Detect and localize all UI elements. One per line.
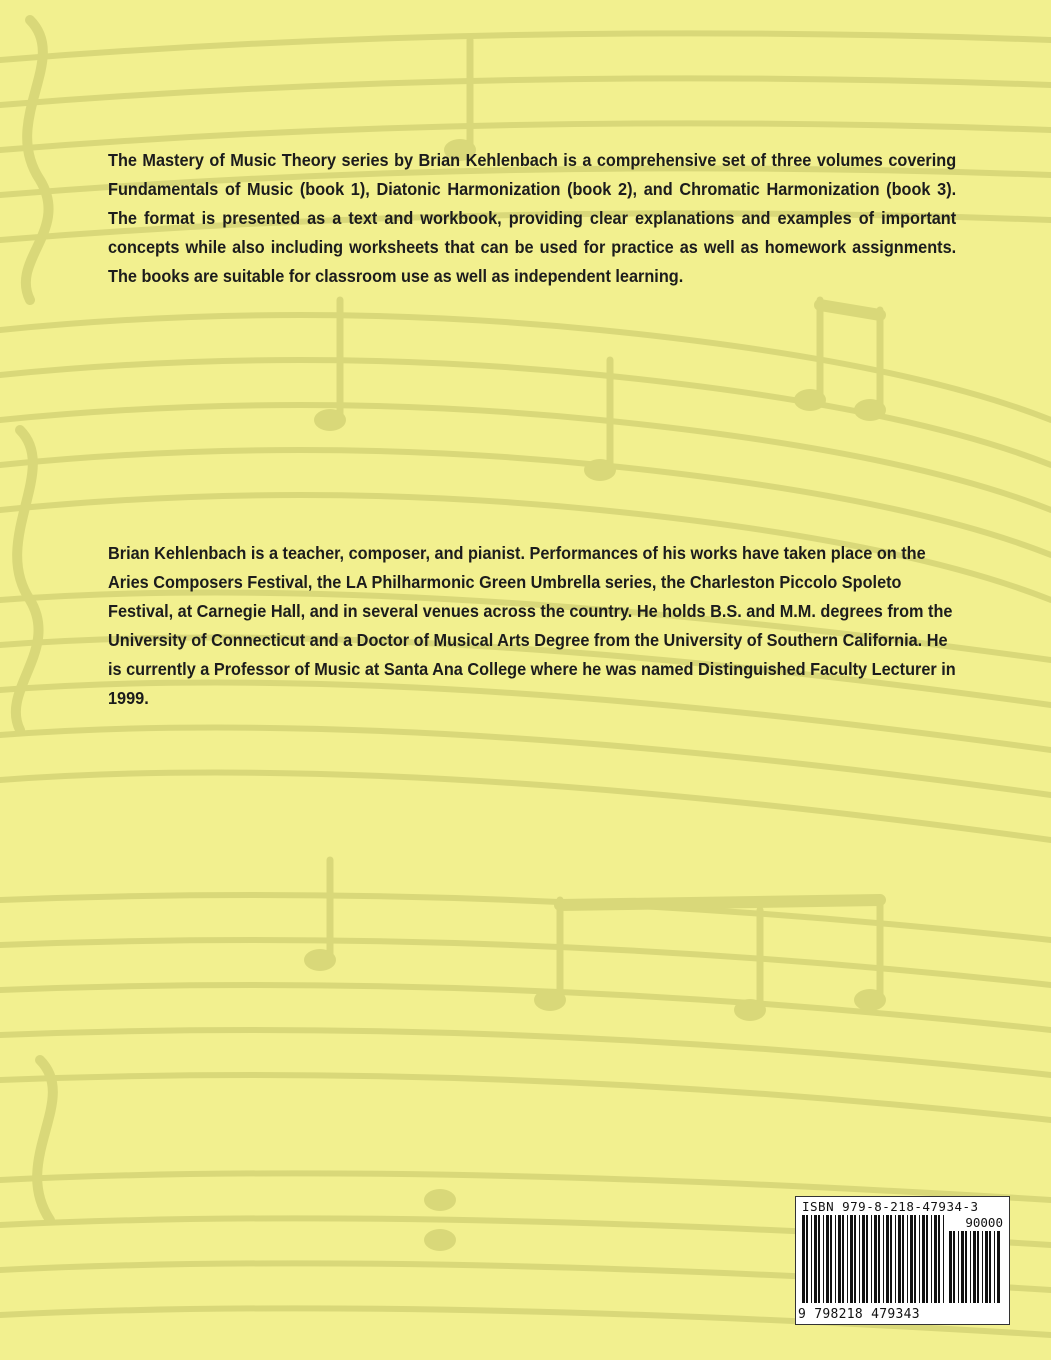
series-description: The Mastery of Music Theory series by Brian Kehlenbach is a comprehensive set of three volumes covering Fundamentals of Music (book 1), Diatonic Harmonization (book 2), and Chromatic Harmonization (book 3). The format is presented as a text and workbook, providing clear explanations and examples of important concepts while also including worksheets that can be used for practice as well as homework assignments. The books are suitable for classroom use as well as independent learning. (108, 150, 957, 286)
price-code: 90000 (965, 1215, 1003, 1230)
isbn-barcode (795, 1196, 1010, 1325)
price-barcode-bars (949, 1231, 1001, 1303)
isbn-label: ISBN 979-8-218-47934-3 (802, 1199, 979, 1214)
barcode-bars (802, 1215, 947, 1303)
barcode-digits: 9 798218 479343 (798, 1307, 920, 1322)
author-bio: Brian Kehlenbach is a teacher, composer, and pianist. Performances of his works have taken place on the Aries Composers Festival, the LA Philharmonic Green Umbrella series, the Charleston Piccolo Spoleto Festival, at Carnegie Hall, and in several venues across the country. He holds B.S. and M.M. degrees from the University of Connecticut and a Doctor of Musical Arts Degree from the University of Southern California. He is currently a Professor of Music at Santa Ana College where he was named Distinguished Faculty Lecturer in 1999. (108, 543, 956, 708)
